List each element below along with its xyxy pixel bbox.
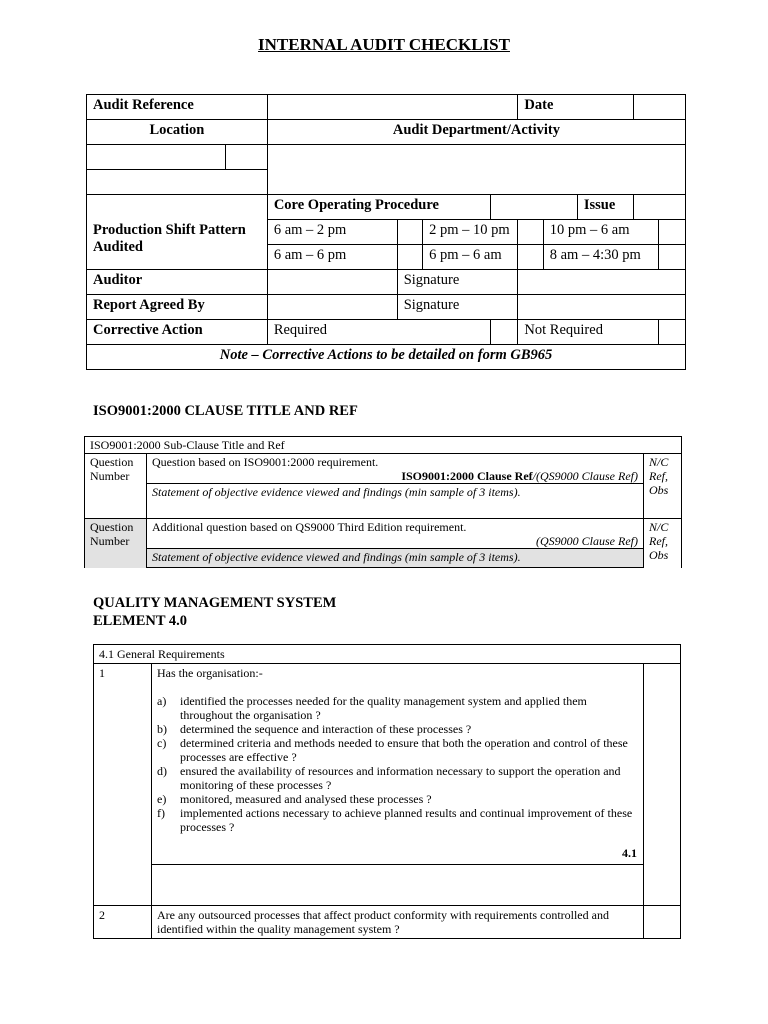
requirement-list xyxy=(157,694,638,834)
report-signature-field[interactable] xyxy=(518,295,686,320)
requirement-key: b) xyxy=(157,722,167,736)
shift-option: 6 am – 2 pm xyxy=(267,220,397,245)
signature-label: Signature xyxy=(397,270,518,295)
shift-option: 10 pm – 6 am xyxy=(543,220,658,245)
audit-reference-label: Audit Reference xyxy=(87,95,268,120)
subclause-title: ISO9001:2000 Sub-Clause Title and Ref xyxy=(85,437,682,454)
shift-option: 2 pm – 10 pm xyxy=(423,220,518,245)
question-number-label: Question Number xyxy=(85,454,147,519)
audit-department-label: Audit Department/Activity xyxy=(267,120,685,145)
general-requirements-heading: 4.1 General Requirements xyxy=(94,645,681,664)
question-number: 1 xyxy=(94,664,152,906)
core-operating-procedure-label: Core Operating Procedure xyxy=(267,195,490,220)
clause-ref: 4.1 xyxy=(622,846,637,860)
shift-option: 6 pm – 6 am xyxy=(423,245,518,270)
qms-checklist-table xyxy=(93,644,681,939)
nc-cell[interactable] xyxy=(644,664,681,906)
question-intro: Has the organisation:- xyxy=(157,666,263,680)
requirement-item xyxy=(157,722,638,736)
requirement-key: d) xyxy=(157,764,167,778)
requirement-item xyxy=(157,694,638,722)
nc-ref-obs-label: N/C Ref, Obs xyxy=(644,454,682,519)
date-field[interactable] xyxy=(634,95,686,120)
shift-checkbox[interactable] xyxy=(397,220,422,245)
auditor-field[interactable] xyxy=(267,270,397,295)
date-label: Date xyxy=(518,95,634,120)
audit-header-table xyxy=(86,94,686,370)
blank-cell xyxy=(87,195,268,220)
requirement-item xyxy=(157,736,638,764)
page-title: INTERNAL AUDIT CHECKLIST xyxy=(258,35,510,54)
corrective-action-label: Corrective Action xyxy=(87,320,268,345)
required-option: Required xyxy=(267,320,490,345)
issue-field[interactable] xyxy=(634,195,686,220)
location-field-1a[interactable] xyxy=(87,145,226,170)
shift-option: 6 am – 6 pm xyxy=(267,245,397,270)
requirement-key: e) xyxy=(157,792,167,806)
qs-clause-ref: /(QS9000 Clause Ref) xyxy=(532,469,638,483)
question-text: Additional question based on QS9000 Third Edition requirement. xyxy=(152,520,467,534)
report-agreed-by-field[interactable] xyxy=(267,295,397,320)
corrective-action-note: Note – Corrective Actions to be detailed on form GB965 xyxy=(87,345,686,370)
nc-cell[interactable] xyxy=(644,906,681,939)
location-field-1b[interactable] xyxy=(225,145,267,170)
requirement-item xyxy=(157,764,638,792)
iso-section-heading: ISO9001:2000 CLAUSE TITLE AND REF xyxy=(93,403,358,419)
location-field-2[interactable] xyxy=(87,170,268,195)
question-cell xyxy=(152,664,644,865)
requirement-text: identified the processes needed for the quality management system and applied them throughout the organisation ? xyxy=(180,694,587,722)
question-number: 2 xyxy=(94,906,152,939)
requirement-item xyxy=(157,792,638,806)
not-required-checkbox[interactable] xyxy=(658,320,685,345)
required-checkbox[interactable] xyxy=(490,320,518,345)
nc-ref-obs-label: N/C Ref, Obs xyxy=(644,519,682,568)
legend-table xyxy=(84,436,682,568)
requirement-key: a) xyxy=(157,694,167,708)
shift-checkbox[interactable] xyxy=(658,245,685,270)
not-required-option: Not Required xyxy=(518,320,658,345)
requirement-text: monitored, measured and analysed these processes ? xyxy=(180,792,432,806)
requirement-text: determined the sequence and interaction of these processes ? xyxy=(180,722,472,736)
issue-label: Issue xyxy=(577,195,633,220)
clause-ref xyxy=(152,469,638,483)
requirement-key: c) xyxy=(157,736,167,750)
evidence-statement: Statement of objective evidence viewed and findings (min sample of 3 items). xyxy=(147,549,644,568)
qms-section-heading: QUALITY MANAGEMENT SYSTEM ELEMENT 4.0 xyxy=(93,595,337,629)
shift-checkbox[interactable] xyxy=(397,245,422,270)
auditor-signature-field[interactable] xyxy=(518,270,686,295)
shift-checkbox[interactable] xyxy=(518,245,543,270)
requirement-text: ensured the availability of resources and information necessary to support the operation and monitoring of these processes ? xyxy=(180,764,621,792)
production-shift-label: Production Shift Pattern Audited xyxy=(87,220,268,270)
signature-label: Signature xyxy=(397,295,518,320)
location-label: Location xyxy=(87,120,268,145)
iso-clause-ref: ISO9001:2000 Clause Ref xyxy=(401,469,533,483)
requirement-key: f) xyxy=(157,806,165,820)
shift-checkbox[interactable] xyxy=(518,220,543,245)
shift-checkbox[interactable] xyxy=(658,220,685,245)
core-operating-procedure-field[interactable] xyxy=(490,195,577,220)
evidence-field[interactable] xyxy=(152,865,644,906)
audit-department-field[interactable] xyxy=(267,145,685,195)
evidence-statement: Statement of objective evidence viewed and findings (min sample of 3 items). xyxy=(147,484,644,519)
question-text: Are any outsourced processes that affect product conformity with requirements controlled and identified within the quality management system ? xyxy=(152,906,644,939)
requirement-text: determined criteria and methods needed to ensure that both the operation and control of these processes are effective ? xyxy=(180,736,628,764)
requirement-text: implemented actions necessary to achieve planned results and continual improvement of these processes ? xyxy=(180,806,633,834)
shift-option: 8 am – 4:30 pm xyxy=(543,245,658,270)
report-agreed-by-label: Report Agreed By xyxy=(87,295,268,320)
question-number-label: Question Number xyxy=(85,519,147,568)
qs-clause-ref: (QS9000 Clause Ref) xyxy=(536,534,638,548)
auditor-label: Auditor xyxy=(87,270,268,295)
question-text: Question based on ISO9001:2000 requirement. xyxy=(152,455,379,469)
requirement-item xyxy=(157,806,638,834)
audit-reference-field[interactable] xyxy=(267,95,518,120)
